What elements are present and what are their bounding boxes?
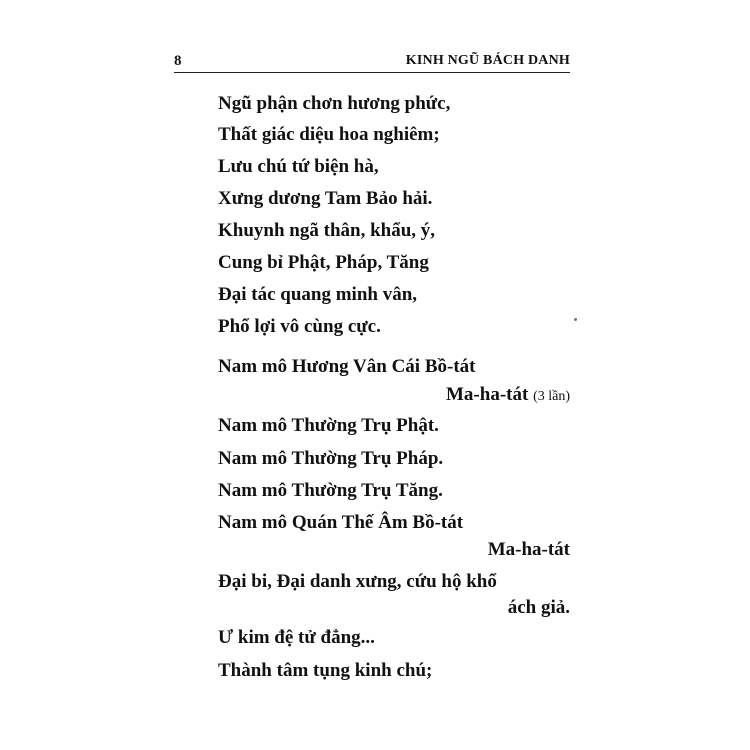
page-number: 8 <box>174 53 182 69</box>
invocation-continuation <box>218 383 570 409</box>
invocation-line: Nam mô Quán Thế Âm Bồ-tát <box>218 512 464 533</box>
invocation-continuation-text: Ma-ha-tát <box>446 384 529 405</box>
invocation-line: Nam mô Hương Vân Cái Bồ-tát <box>218 356 476 377</box>
verse-line: Cung bỉ Phật, Pháp, Tăng <box>218 252 429 273</box>
verse-line: Lưu chú tứ biện hà, <box>218 156 379 177</box>
invocation-line: Nam mô Thường Trụ Tăng. <box>218 480 443 501</box>
verse-line: Ư kim đệ tử đẳng... <box>218 627 375 648</box>
header-rule <box>174 72 570 73</box>
print-speck <box>574 318 577 321</box>
page-header <box>174 52 570 74</box>
verse-line: Đại tác quang minh vân, <box>218 284 418 305</box>
verse-line: Đại bi, Đại danh xưng, cứu hộ khổ <box>218 571 497 592</box>
invocation-continuation: Ma-ha-tát <box>487 539 570 560</box>
verse-line: Ngũ phận chơn hương phức, <box>218 93 451 114</box>
verse-line: Thất giác diệu hoa nghiêm; <box>218 124 440 145</box>
verse-continuation: ách giả. <box>507 597 570 618</box>
running-title: KINH NGŨ BÁCH DANH <box>405 53 570 68</box>
verse-line: Thành tâm tụng kinh chú; <box>218 660 433 681</box>
verse-line: Xưng dương Tam Bảo hải. <box>218 188 433 209</box>
invocation-line: Nam mô Thường Trụ Phật. <box>218 415 439 436</box>
repeat-note: (3 lần) <box>533 389 570 404</box>
invocation-line: Nam mô Thường Trụ Pháp. <box>218 448 444 469</box>
verse-line: Khuynh ngã thân, khẩu, ý, <box>218 220 436 241</box>
verse-line: Phổ lợi vô cùng cực. <box>218 316 381 337</box>
